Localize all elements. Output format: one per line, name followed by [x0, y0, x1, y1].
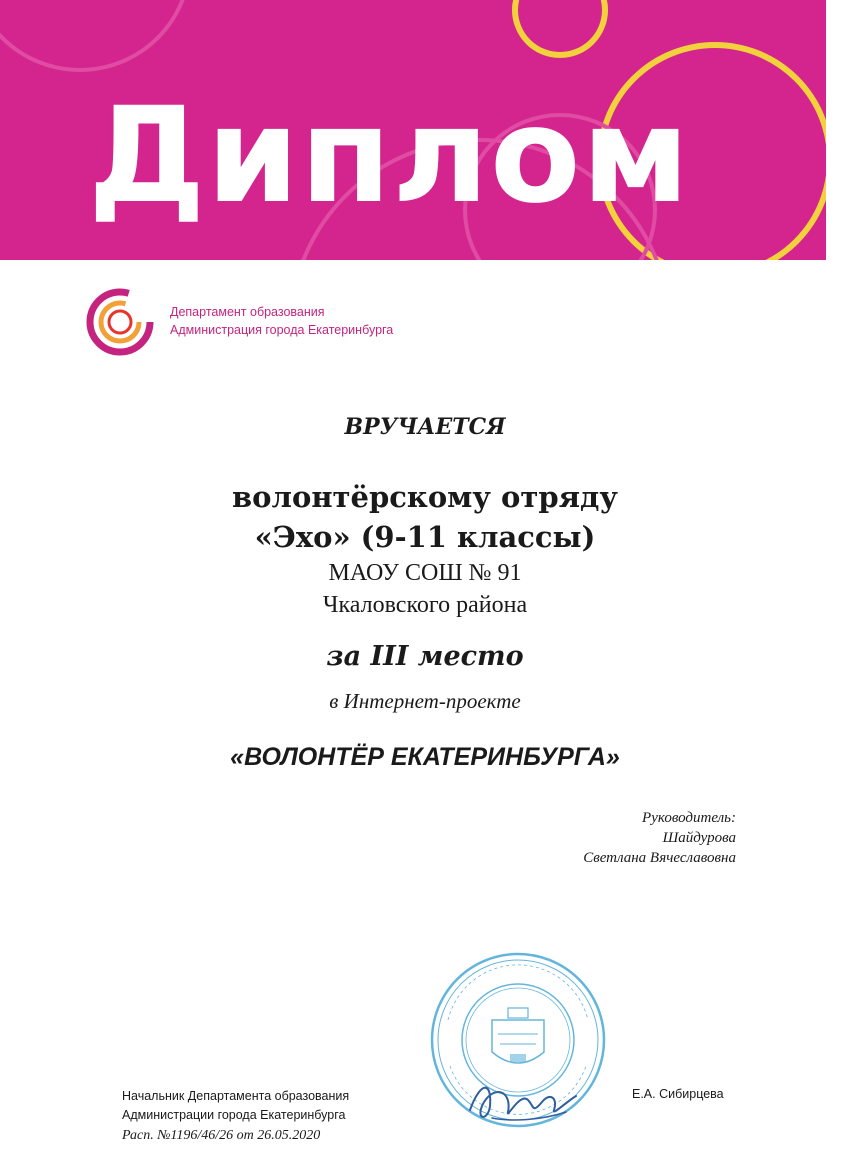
recipient-line-1: волонтёрскому отряду [232, 480, 618, 514]
awarded-heading: ВРУЧАЕТСЯ [344, 414, 506, 440]
signature-icon [462, 1062, 582, 1132]
head-position-line-1: Начальник Департамента образования [122, 1089, 350, 1103]
department-line-1: Департамент образования [170, 305, 325, 319]
leader-name: Светлана Вячеславовна [583, 850, 736, 866]
recipient-line-4: Чкаловского района [322, 592, 528, 618]
department-name [170, 303, 393, 339]
project-intro: в Интернет-проекте [329, 689, 521, 713]
diploma-title: Диплом [88, 79, 691, 233]
order-number: Расп. №1196/46/26 от 26.05.2020 [122, 1128, 321, 1143]
place-text: за III место [326, 641, 524, 672]
recipient-line-3: МАОУ СОШ № 91 [328, 560, 522, 586]
department-line-2: Администрация города Екатеринбурга [170, 323, 394, 337]
diploma-banner [0, 0, 826, 260]
project-name: «ВОЛОНТЁР ЕКАТЕРИНБУРГА» [230, 743, 620, 771]
head-position-line-2: Администрации города Екатеринбурга [122, 1108, 346, 1122]
leader-surname: Шайдурова [662, 830, 736, 846]
leader-label: Руководитель: [642, 810, 736, 826]
leader-block [583, 808, 736, 868]
department-ring-logo-icon [84, 286, 156, 358]
head-position [122, 1087, 349, 1125]
recipient-line-2: «Эхо» (9-11 классы) [254, 520, 596, 554]
signer-name: Е.А. Сибирцева [632, 1087, 724, 1101]
